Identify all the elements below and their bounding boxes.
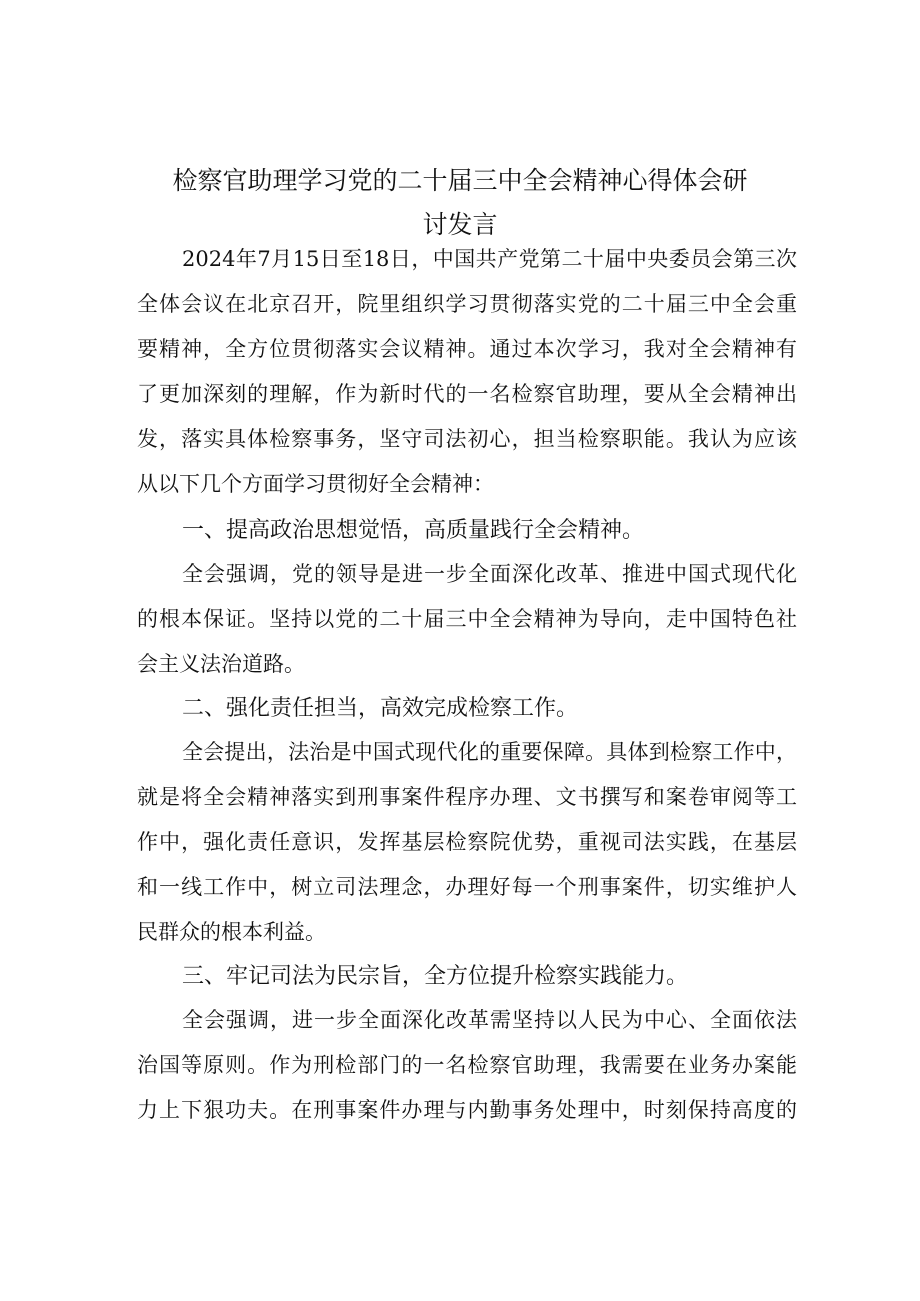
section-3-heading: 三、牢记司法为民宗旨，全方位提升检察实践能力。 bbox=[182, 964, 689, 989]
section-2-line-5: 民群众的根本利益。 bbox=[137, 920, 326, 944]
section-2-line-2: 就是将全会精神落实到刑事案件程序办理、文书撰写和案卷审阅等工 bbox=[137, 785, 797, 809]
intro-line-2: 全体会议在北京召开，院里组织学习贯彻落实党的二十届三中全会重 bbox=[137, 292, 797, 316]
intro-line-6: 从以下几个方面学习贯彻好全会精神： bbox=[137, 472, 494, 496]
intro-line-4: 了更加深刻的理解，作为新时代的一名检察官助理，要从全会精神出 bbox=[137, 382, 797, 406]
intro-line-3: 要精神，全方位贯彻落实会议精神。通过本次学习，我对全会精神有 bbox=[137, 337, 797, 361]
section-1-heading: 一、提高政治思想觉悟，高质量践行全会精神。 bbox=[182, 518, 645, 543]
title-line-2: 讨发言 bbox=[422, 210, 498, 239]
section-3-line-3: 力上下狠功夫。在刑事案件办理与内勤事务处理中，时刻保持高度的 bbox=[137, 1098, 797, 1122]
section-2-heading: 二、强化责任担当，高效完成检察工作。 bbox=[182, 696, 579, 721]
section-2-line-4: 和一线工作中，树立司法理念，办理好每一个刑事案件，切实维护人 bbox=[137, 875, 797, 899]
section-3-line-1: 全会强调，进一步全面深化改革需坚持以人民为中心、全面依法 bbox=[182, 1008, 797, 1032]
intro-line-1: 2024年7月15日至18日，中国共产党第二十届中央委员会第三次 bbox=[182, 247, 797, 271]
section-1-line-2: 的根本保证。坚持以党的二十届三中全会精神为导向，走中国特色社 bbox=[137, 607, 797, 631]
section-2-line-3: 作中，强化责任意识，发挥基层检察院优势，重视司法实践，在基层 bbox=[137, 830, 797, 854]
title-line-1: 检察官助理学习党的二十届三中全会精神心得体会研 bbox=[172, 166, 748, 195]
section-2-line-1: 全会提出，法治是中国式现代化的重要保障。具体到检察工作中， bbox=[182, 740, 797, 764]
section-3-line-2: 治国等原则。作为刑检部门的一名检察官助理，我需要在业务办案能 bbox=[137, 1053, 797, 1077]
intro-line-5: 发，落实具体检察事务，坚守司法初心，担当检察职能。我认为应该 bbox=[137, 427, 797, 451]
section-1-line-1: 全会强调，党的领导是进一步全面深化改革、推进中国式现代化 bbox=[182, 562, 797, 586]
section-1-line-3: 会主义法治道路。 bbox=[137, 652, 305, 676]
